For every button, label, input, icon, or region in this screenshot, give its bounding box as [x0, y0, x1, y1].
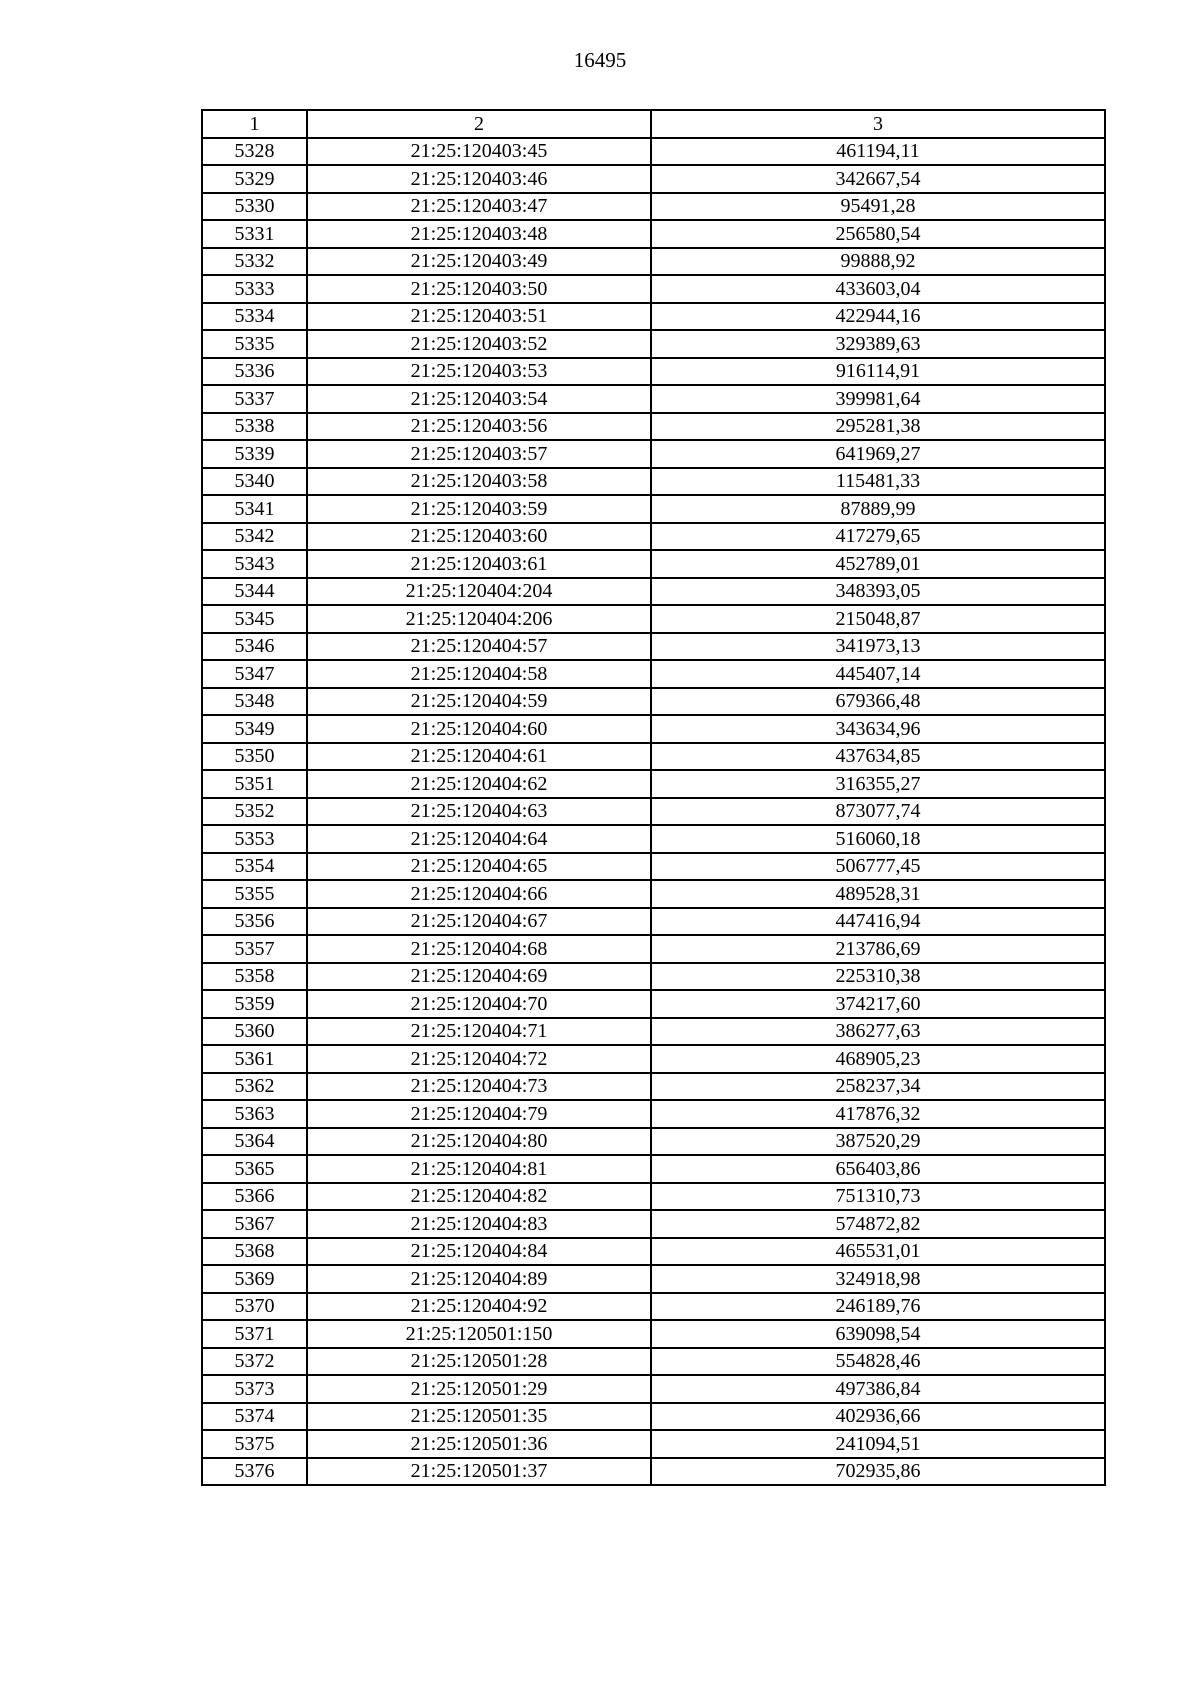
value-cell: 329389,63: [651, 330, 1105, 358]
header-row: [202, 110, 1105, 138]
cadastral-number-cell: 21:25:120404:83: [307, 1210, 651, 1238]
value-cell: 341973,13: [651, 633, 1105, 661]
value-cell: 386277,63: [651, 1018, 1105, 1046]
cadastral-number-cell: 21:25:120404:204: [307, 578, 651, 606]
cadastral-number-cell: 21:25:120404:70: [307, 990, 651, 1018]
row-number-cell: 5349: [202, 715, 307, 743]
table-row: [202, 908, 1105, 936]
cadastral-number-cell: 21:25:120404:80: [307, 1128, 651, 1156]
table-row: [202, 165, 1105, 193]
row-number-cell: 5339: [202, 440, 307, 468]
row-number-cell: 5358: [202, 963, 307, 991]
row-number-cell: 5343: [202, 550, 307, 578]
table-row: [202, 1293, 1105, 1321]
cadastral-number-cell: 21:25:120501:150: [307, 1320, 651, 1348]
row-number-cell: 5348: [202, 688, 307, 716]
cadastral-number-cell: 21:25:120404:67: [307, 908, 651, 936]
row-number-cell: 5369: [202, 1265, 307, 1293]
cadastral-number-cell: 21:25:120404:61: [307, 743, 651, 771]
table-row: [202, 1045, 1105, 1073]
cadastral-number-cell: 21:25:120403:53: [307, 358, 651, 386]
cadastral-number-cell: 21:25:120404:71: [307, 1018, 651, 1046]
row-number-cell: 5341: [202, 495, 307, 523]
row-number-cell: 5344: [202, 578, 307, 606]
value-cell: 417279,65: [651, 523, 1105, 551]
cadastral-number-cell: 21:25:120403:50: [307, 275, 651, 303]
cadastral-number-cell: 21:25:120501:28: [307, 1348, 651, 1376]
table-row: [202, 220, 1105, 248]
row-number-cell: 5345: [202, 605, 307, 633]
value-cell: 447416,94: [651, 908, 1105, 936]
value-cell: 215048,87: [651, 605, 1105, 633]
table-row: [202, 1375, 1105, 1403]
cadastral-number-cell: 21:25:120404:68: [307, 935, 651, 963]
value-cell: 295281,38: [651, 413, 1105, 441]
cadastral-number-cell: 21:25:120403:54: [307, 385, 651, 413]
table-row: [202, 1183, 1105, 1211]
cadastral-number-cell: 21:25:120404:64: [307, 825, 651, 853]
row-number-cell: 5375: [202, 1430, 307, 1458]
row-number-cell: 5366: [202, 1183, 307, 1211]
table-row: [202, 770, 1105, 798]
value-cell: 115481,33: [651, 468, 1105, 496]
row-number-cell: 5346: [202, 633, 307, 661]
table-row: [202, 1403, 1105, 1431]
value-cell: 916114,91: [651, 358, 1105, 386]
cadastral-number-cell: 21:25:120404:206: [307, 605, 651, 633]
cadastral-number-cell: 21:25:120403:56: [307, 413, 651, 441]
table-row: [202, 440, 1105, 468]
table-row: [202, 385, 1105, 413]
table-row: [202, 1210, 1105, 1238]
cadastral-number-cell: 21:25:120501:29: [307, 1375, 651, 1403]
cadastral-number-cell: 21:25:120403:61: [307, 550, 651, 578]
table-row: [202, 1458, 1105, 1486]
cadastral-number-cell: 21:25:120404:59: [307, 688, 651, 716]
value-cell: 554828,46: [651, 1348, 1105, 1376]
table-row: [202, 303, 1105, 331]
value-cell: 489528,31: [651, 880, 1105, 908]
table-row: [202, 1238, 1105, 1266]
table-row: [202, 413, 1105, 441]
row-number-cell: 5368: [202, 1238, 307, 1266]
row-number-cell: 5374: [202, 1403, 307, 1431]
row-number-cell: 5335: [202, 330, 307, 358]
value-cell: 702935,86: [651, 1458, 1105, 1486]
cadastral-number-cell: 21:25:120404:73: [307, 1073, 651, 1101]
cadastral-number-cell: 21:25:120403:52: [307, 330, 651, 358]
value-cell: 422944,16: [651, 303, 1105, 331]
table-row: [202, 138, 1105, 166]
data-table: [201, 109, 1106, 1486]
row-number-cell: 5329: [202, 165, 307, 193]
table-row: [202, 1155, 1105, 1183]
value-cell: 437634,85: [651, 743, 1105, 771]
cadastral-number-cell: 21:25:120403:58: [307, 468, 651, 496]
value-cell: 87889,99: [651, 495, 1105, 523]
cadastral-number-cell: 21:25:120404:65: [307, 853, 651, 881]
cadastral-number-cell: 21:25:120403:45: [307, 138, 651, 166]
table-row: [202, 798, 1105, 826]
value-cell: 433603,04: [651, 275, 1105, 303]
row-number-cell: 5331: [202, 220, 307, 248]
row-number-cell: 5359: [202, 990, 307, 1018]
row-number-cell: 5352: [202, 798, 307, 826]
table-row: [202, 688, 1105, 716]
table-row: [202, 1265, 1105, 1293]
row-number-cell: 5365: [202, 1155, 307, 1183]
value-cell: 258237,34: [651, 1073, 1105, 1101]
value-cell: 348393,05: [651, 578, 1105, 606]
cadastral-number-cell: 21:25:120404:81: [307, 1155, 651, 1183]
table-row: [202, 1018, 1105, 1046]
value-cell: 468905,23: [651, 1045, 1105, 1073]
row-number-cell: 5376: [202, 1458, 307, 1486]
table-row: [202, 1430, 1105, 1458]
value-cell: 225310,38: [651, 963, 1105, 991]
row-number-cell: 5342: [202, 523, 307, 551]
value-cell: 99888,92: [651, 248, 1105, 276]
table-row: [202, 523, 1105, 551]
value-cell: 574872,82: [651, 1210, 1105, 1238]
table-body: [202, 138, 1105, 1486]
table-row: [202, 468, 1105, 496]
value-cell: 402936,66: [651, 1403, 1105, 1431]
value-cell: 452789,01: [651, 550, 1105, 578]
row-number-cell: 5370: [202, 1293, 307, 1321]
row-number-cell: 5353: [202, 825, 307, 853]
row-number-cell: 5328: [202, 138, 307, 166]
row-number-cell: 5336: [202, 358, 307, 386]
row-number-cell: 5334: [202, 303, 307, 331]
table-row: [202, 633, 1105, 661]
row-number-cell: 5337: [202, 385, 307, 413]
table-row: [202, 853, 1105, 881]
cadastral-number-cell: 21:25:120404:69: [307, 963, 651, 991]
value-cell: 417876,32: [651, 1100, 1105, 1128]
cadastral-number-cell: 21:25:120403:47: [307, 193, 651, 221]
row-number-cell: 5355: [202, 880, 307, 908]
table-row: [202, 358, 1105, 386]
cadastral-number-cell: 21:25:120501:35: [307, 1403, 651, 1431]
value-cell: 461194,11: [651, 138, 1105, 166]
table-row: [202, 275, 1105, 303]
row-number-cell: 5360: [202, 1018, 307, 1046]
table-row: [202, 743, 1105, 771]
cadastral-number-cell: 21:25:120404:60: [307, 715, 651, 743]
table-row: [202, 330, 1105, 358]
value-cell: 387520,29: [651, 1128, 1105, 1156]
value-cell: 465531,01: [651, 1238, 1105, 1266]
row-number-cell: 5351: [202, 770, 307, 798]
row-number-cell: 5371: [202, 1320, 307, 1348]
table-row: [202, 550, 1105, 578]
cadastral-number-cell: 21:25:120403:59: [307, 495, 651, 523]
table-row: [202, 660, 1105, 688]
table-row: [202, 1073, 1105, 1101]
cadastral-number-cell: 21:25:120404:72: [307, 1045, 651, 1073]
value-cell: 374217,60: [651, 990, 1105, 1018]
cadastral-number-cell: 21:25:120404:62: [307, 770, 651, 798]
row-number-cell: 5347: [202, 660, 307, 688]
value-cell: 213786,69: [651, 935, 1105, 963]
table-row: [202, 880, 1105, 908]
page-number: 16495: [573, 48, 627, 72]
column-header-3: 3: [651, 110, 1105, 138]
value-cell: 506777,45: [651, 853, 1105, 881]
cadastral-number-cell: 21:25:120403:51: [307, 303, 651, 331]
table-header: [202, 110, 1105, 138]
row-number-cell: 5330: [202, 193, 307, 221]
value-cell: 641969,27: [651, 440, 1105, 468]
cadastral-number-cell: 21:25:120404:66: [307, 880, 651, 908]
cadastral-number-cell: 21:25:120403:46: [307, 165, 651, 193]
row-number-cell: 5363: [202, 1100, 307, 1128]
row-number-cell: 5333: [202, 275, 307, 303]
cadastral-number-cell: 21:25:120404:92: [307, 1293, 651, 1321]
table-row: [202, 193, 1105, 221]
row-number-cell: 5367: [202, 1210, 307, 1238]
value-cell: 679366,48: [651, 688, 1105, 716]
table-row: [202, 1348, 1105, 1376]
value-cell: 516060,18: [651, 825, 1105, 853]
cadastral-number-cell: 21:25:120501:37: [307, 1458, 651, 1486]
table-row: [202, 495, 1105, 523]
cadastral-number-cell: 21:25:120404:89: [307, 1265, 651, 1293]
value-cell: 873077,74: [651, 798, 1105, 826]
row-number-cell: 5362: [202, 1073, 307, 1101]
table-row: [202, 963, 1105, 991]
cadastral-number-cell: 21:25:120501:36: [307, 1430, 651, 1458]
row-number-cell: 5350: [202, 743, 307, 771]
row-number-cell: 5354: [202, 853, 307, 881]
table-row: [202, 825, 1105, 853]
row-number-cell: 5373: [202, 1375, 307, 1403]
cadastral-number-cell: 21:25:120404:79: [307, 1100, 651, 1128]
cadastral-number-cell: 21:25:120403:60: [307, 523, 651, 551]
cadastral-number-cell: 21:25:120403:57: [307, 440, 651, 468]
value-cell: 95491,28: [651, 193, 1105, 221]
value-cell: 497386,84: [651, 1375, 1105, 1403]
row-number-cell: 5364: [202, 1128, 307, 1156]
table-row: [202, 248, 1105, 276]
row-number-cell: 5357: [202, 935, 307, 963]
value-cell: 246189,76: [651, 1293, 1105, 1321]
row-number-cell: 5332: [202, 248, 307, 276]
value-cell: 316355,27: [651, 770, 1105, 798]
value-cell: 342667,54: [651, 165, 1105, 193]
row-number-cell: 5340: [202, 468, 307, 496]
cadastral-number-cell: 21:25:120403:48: [307, 220, 651, 248]
cadastral-number-cell: 21:25:120404:82: [307, 1183, 651, 1211]
table-row: [202, 605, 1105, 633]
row-number-cell: 5338: [202, 413, 307, 441]
table-row: [202, 935, 1105, 963]
cadastral-number-cell: 21:25:120403:49: [307, 248, 651, 276]
value-cell: 399981,64: [651, 385, 1105, 413]
table-row: [202, 990, 1105, 1018]
column-header-1: 1: [202, 110, 307, 138]
value-cell: 445407,14: [651, 660, 1105, 688]
value-cell: 324918,98: [651, 1265, 1105, 1293]
cadastral-number-cell: 21:25:120404:63: [307, 798, 651, 826]
value-cell: 751310,73: [651, 1183, 1105, 1211]
value-cell: 241094,51: [651, 1430, 1105, 1458]
value-cell: 343634,96: [651, 715, 1105, 743]
table-row: [202, 1100, 1105, 1128]
table-row: [202, 578, 1105, 606]
row-number-cell: 5356: [202, 908, 307, 936]
row-number-cell: 5361: [202, 1045, 307, 1073]
table-row: [202, 1320, 1105, 1348]
value-cell: 639098,54: [651, 1320, 1105, 1348]
cadastral-number-cell: 21:25:120404:58: [307, 660, 651, 688]
value-cell: 256580,54: [651, 220, 1105, 248]
value-cell: 656403,86: [651, 1155, 1105, 1183]
column-header-2: 2: [307, 110, 651, 138]
table-row: [202, 1128, 1105, 1156]
cadastral-number-cell: 21:25:120404:84: [307, 1238, 651, 1266]
row-number-cell: 5372: [202, 1348, 307, 1376]
table-row: [202, 715, 1105, 743]
cadastral-number-cell: 21:25:120404:57: [307, 633, 651, 661]
